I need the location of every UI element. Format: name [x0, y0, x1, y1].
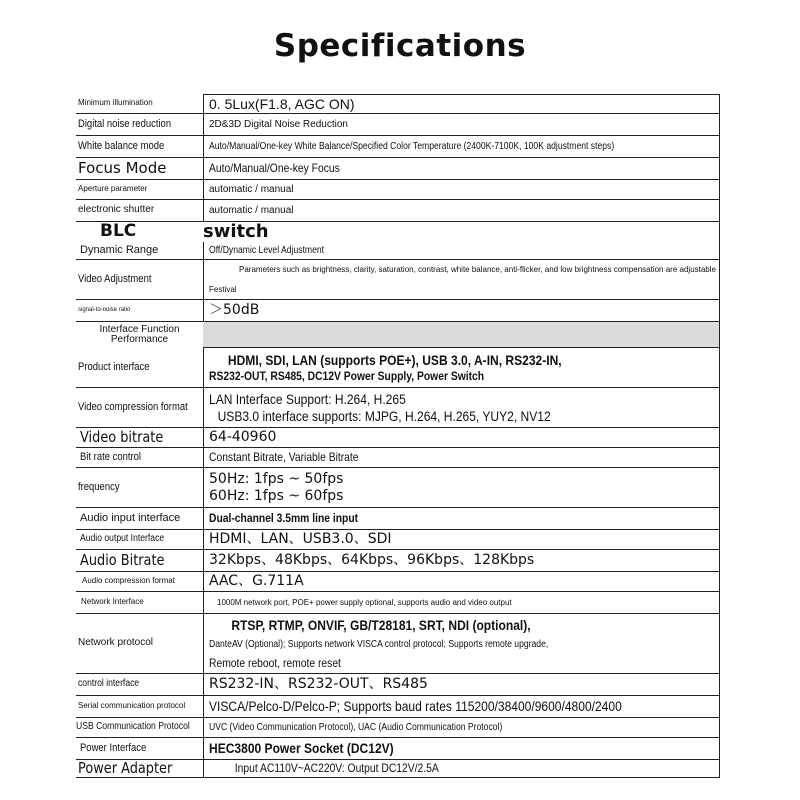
spec-value: Constant Bitrate, Variable Bitrate	[203, 448, 720, 468]
spec-label: frequency	[76, 468, 203, 508]
spec-value: ＞50dB	[203, 300, 720, 322]
spec-value: VISCA/Pelco-D/Pelco-P; Supports baud rates 115200/38400/9600/4800/2400	[203, 696, 720, 718]
spec-row-audio-input	[76, 508, 720, 530]
spec-label: Audio compression format	[76, 572, 203, 592]
spec-row-dynamic-range	[76, 242, 720, 260]
spec-label: Power Adapter	[76, 760, 203, 778]
spec-value: automatic / manual	[203, 180, 720, 200]
spec-label: signal-to-noise ratio	[76, 300, 203, 322]
spec-row-power-interface	[76, 738, 720, 760]
spec-label: Power Interface	[76, 738, 203, 760]
spec-row-white-balance	[76, 136, 720, 158]
spec-value: 0. 5Lux(F1.8, AGC ON)	[203, 94, 720, 114]
spec-value: HEC3800 Power Socket (DC12V)	[203, 738, 720, 760]
section-interface-function	[76, 322, 720, 348]
spec-value: HDMI, SDI, LAN (supports POE+), USB 3.0, A-IN, RS232-IN, RS232-OUT, RS485, DC12V Power Supply, Power Switch	[203, 348, 720, 388]
page-title: Specifications	[273, 28, 527, 64]
spec-label: Audio output Interface	[76, 530, 203, 550]
spec-value: 64-40960	[203, 428, 720, 448]
spec-row-aperture	[76, 180, 720, 200]
spec-row-bitrate-control	[76, 448, 720, 468]
spec-value: LAN Interface Support: H.264, H.265 USB3.0 interface supports: MJPG, H.264, H.265, YUY2, NV12	[203, 388, 720, 428]
spec-row-snr	[76, 300, 720, 322]
spec-row-frequency	[76, 468, 720, 508]
spec-row-serial-protocol	[76, 696, 720, 718]
spec-label: Bit rate control	[76, 448, 203, 468]
spec-value: RTSP, RTMP, ONVIF, GB/T28181, SRT, NDI (optional), DanteAV (Optional); Supports network VISCA control protocol; Supports remote upgrade, Remote reboot, remote reset	[203, 614, 720, 674]
spec-row-min-illumination	[76, 94, 720, 114]
spec-label: Video bitrate	[76, 428, 203, 448]
spec-value: Input AC110V~AC220V: Output DC12V/2.5A	[203, 760, 720, 778]
spec-row-product-interface	[76, 348, 720, 388]
specifications-table	[76, 94, 720, 778]
spec-row-video-adjustment	[76, 260, 720, 300]
spec-row-network-protocol	[76, 614, 720, 674]
spec-label: Video Adjustment	[76, 260, 203, 300]
spec-label: Audio input interface	[76, 508, 203, 530]
spec-value: 2D&3D Digital Noise Reduction	[203, 114, 720, 136]
spec-value: 1000M network port, POE+ power supply optional, supports audio and video output	[203, 592, 720, 614]
table-right-border	[719, 94, 720, 778]
spec-label: electronic shutter	[76, 200, 203, 222]
spec-row-dnr	[76, 114, 720, 136]
spec-row-usb-protocol	[76, 718, 720, 738]
spec-row-blc	[76, 222, 720, 242]
spec-value: Off/Dynamic Level Adjustment	[203, 242, 720, 260]
spec-label: Digital noise reduction	[76, 114, 203, 136]
spec-label: control interface	[76, 674, 203, 696]
spec-label: Product interface	[76, 348, 203, 388]
spec-label: Focus Mode	[76, 158, 203, 180]
spec-value: HDMI、LAN、USB3.0、SDI	[203, 530, 720, 550]
spec-label: USB Communication Protocol	[76, 718, 203, 738]
spec-label: BLC	[100, 222, 137, 242]
spec-row-video-bitrate	[76, 428, 720, 448]
spec-row-control-interface	[76, 674, 720, 696]
section-label: Interface Function Performance	[99, 323, 180, 345]
spec-label: Serial communication protocol	[76, 696, 203, 718]
spec-label: Audio Bitrate	[76, 550, 203, 572]
spec-value: Dual-channel 3.5mm line input	[203, 508, 720, 530]
spec-value: Auto/Manual/One-key White Balance/Specified Color Temperature (2400K-7100K, 100K adjustment steps)	[203, 136, 720, 158]
spec-label: White balance mode	[76, 136, 203, 158]
spec-label: Video compression format	[76, 388, 203, 428]
spec-row-audio-compression	[76, 572, 720, 592]
spec-row-audio-bitrate	[76, 550, 720, 572]
spec-row-electronic-shutter	[76, 200, 720, 222]
spec-value: UVC (Video Communication Protocol), UAC (Audio Communication Protocol)	[203, 718, 720, 738]
spec-value: Auto/Manual/One-key Focus	[203, 158, 720, 180]
spec-label: Dynamic Range	[76, 242, 203, 260]
spec-row-video-compression	[76, 388, 720, 428]
spec-row-focus-mode	[76, 158, 720, 180]
spec-value: automatic / manual	[203, 200, 720, 222]
spec-value: RS232-IN、RS232-OUT、RS485	[203, 674, 720, 696]
spec-value: AAC、G.711A	[203, 572, 720, 592]
spec-label: Network protocol	[76, 614, 203, 674]
spec-label: Aperture parameter	[76, 180, 203, 200]
spec-row-network-interface	[76, 592, 720, 614]
spec-row-power-adapter	[76, 760, 720, 778]
spec-label: Network Interface	[76, 592, 203, 614]
spec-value: 50Hz: 1fps ~ 50fps 60Hz: 1fps ~ 60fps	[203, 468, 720, 508]
spec-value: switch	[203, 222, 269, 242]
section-bar	[203, 322, 720, 348]
spec-row-audio-output	[76, 530, 720, 550]
spec-value: 32Kbps、48Kbps、64Kbps、96Kbps、128Kbps	[203, 550, 720, 572]
spec-value: Parameters such as brightness, clarity, saturation, contrast, white balance, anti-flicker, and low brightness compensation are adjustable Festival	[203, 260, 720, 300]
spec-label: Minimum illumination	[76, 94, 203, 114]
